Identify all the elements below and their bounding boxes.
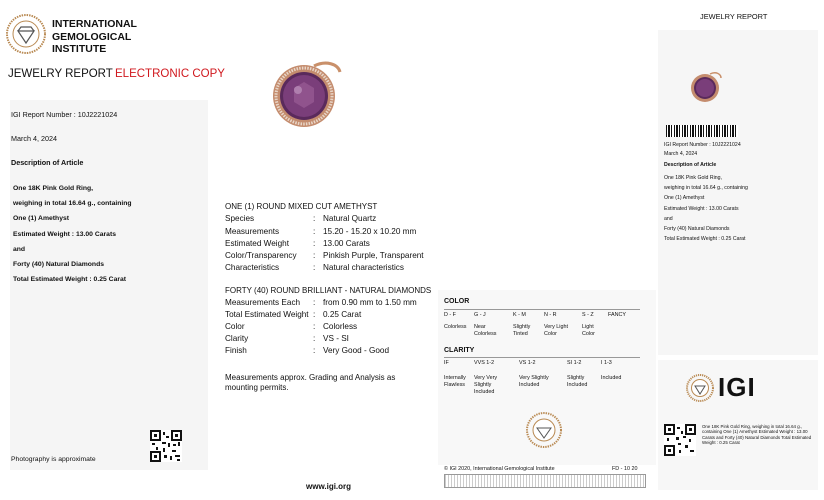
photography-note: Photography is approximate (11, 456, 96, 463)
spec-label: Species (225, 214, 255, 223)
spec-label: Measurements Each (225, 298, 301, 307)
right-description-heading: Description of Article (664, 162, 717, 168)
spec-row (225, 214, 376, 223)
copyright: © IGI 2020, International Gemological Institute (444, 466, 555, 472)
color-grade: D - F (444, 312, 456, 318)
spec-value: VS - SI (323, 334, 349, 343)
spec-value: Natural Quartz (323, 214, 377, 223)
clarity-grade: VVS 1-2 (474, 360, 495, 366)
spec-value: from 0.90 mm to 1.50 mm (323, 298, 417, 307)
spec-label: Clarity (225, 334, 249, 343)
spec-label: Total Estimated Weight (225, 310, 309, 319)
description-line: Forty (40) Natural Diamonds (13, 261, 105, 269)
color-desc: Colorless (444, 324, 467, 330)
clarity-scale-heading: CLARITY (444, 347, 475, 354)
spec-separator: : (313, 346, 316, 355)
spec-separator: : (313, 298, 316, 307)
stone1-heading: ONE (1) ROUND MIXED CUT AMETHYST (225, 202, 378, 211)
description-line: One (1) Amethyst (13, 215, 70, 223)
clarity-grade: I 1-3 (601, 360, 612, 366)
igi-seal-logo (6, 14, 46, 54)
color-grade: G - J (474, 312, 486, 318)
qr-code (150, 430, 182, 462)
right-description-line: Total Estimated Weight : 0.25 Carat (664, 236, 746, 243)
right-report-number: IGI Report Number : 10J2221024 (664, 142, 741, 148)
clarity-desc: Internally Flawless (444, 375, 466, 388)
color-grade: K - M (513, 312, 526, 318)
spec-separator: : (313, 263, 316, 272)
stone2-heading: FORTY (40) ROUND BRILLIANT - NATURAL DIAMONDS (225, 286, 432, 295)
description-body (13, 181, 132, 287)
spec-separator: : (313, 214, 316, 223)
spec-value: 13.00 Carats (323, 239, 370, 248)
electronic-copy-label: ELECTRONIC COPY (115, 68, 225, 80)
spec-label: Color/Transparency (225, 251, 297, 260)
description-line: Total Estimated Weight : 0.25 Carat (13, 276, 127, 284)
spec-separator: : (313, 334, 316, 343)
clarity-desc: Very Very Slightly Included (474, 375, 498, 395)
description-line: weighing in total 16.64 g., containing (13, 200, 132, 208)
qr-code-right (664, 424, 696, 456)
right-description-line: weighing in total 16.64 g., containing (664, 185, 748, 192)
spec-value: Pinkish Purple, Transparent (323, 251, 424, 260)
report-date: March 4, 2024 (11, 134, 57, 143)
org-name-line1: INTERNATIONAL (52, 18, 137, 30)
igi-logo-icon (686, 374, 714, 402)
measurements-note: Measurements approx. Grading and Analysis as mounting permits. (225, 373, 396, 392)
spec-row (225, 346, 389, 355)
description-heading: Description of Article (11, 158, 84, 167)
spec-row (225, 298, 417, 307)
spec-value: Natural characteristics (323, 263, 404, 272)
spec-row (225, 263, 404, 272)
spec-label: Estimated Weight (225, 239, 290, 248)
website-footer: www.igi.org (306, 482, 352, 491)
clarity-grade: VS 1-2 (519, 360, 536, 366)
right-description-line: One 18K Pink Gold Ring, (664, 175, 722, 181)
color-desc: Near Colorless (474, 324, 497, 337)
spec-label: Finish (225, 346, 247, 355)
description-line: and (13, 245, 26, 253)
right-description-line: Forty (40) Natural Diamonds (664, 226, 730, 233)
spec-separator: : (313, 251, 316, 260)
org-name-line3: INSTITUTE (52, 43, 107, 55)
report-number: IGI Report Number : 10J2221024 (11, 110, 118, 119)
spec-separator: : (313, 227, 316, 236)
org-name-line2: GEMOLOGICAL (52, 30, 132, 43)
right-description-line: One (1) Amethyst (664, 195, 705, 202)
spec-value: Colorless (323, 322, 358, 331)
right-description-line: Estimated Weight : 13.00 Carats (664, 205, 739, 212)
barcode (666, 125, 738, 137)
color-grade: S - Z (582, 312, 594, 318)
form-code: FD - 10 20 (612, 466, 638, 472)
color-scale-line (444, 309, 640, 310)
right-report-date: March 4, 2024 (664, 151, 698, 157)
spec-separator: : (313, 239, 316, 248)
right-summary: One 18K Pink Gold Ring, weighing in total 16.64 g., containing One (1) Amethyst Estimated Weight : 13.00 Carats and Forty (40) Natural Diamonds Total Estimated Weight : 0.25 Carat (702, 424, 812, 446)
spec-row (225, 322, 357, 331)
color-grade: N - R (544, 312, 557, 318)
igi-logo-text: IGI (718, 372, 756, 402)
color-desc: Very Light Color (544, 324, 568, 337)
ring-thumbnail (688, 70, 722, 104)
security-strip (444, 474, 646, 488)
spec-value: Very Good - Good (323, 346, 389, 355)
spec-label: Measurements (225, 227, 280, 236)
spec-value: 0.25 Carat (323, 310, 362, 319)
right-report-title: JEWELRY REPORT (700, 12, 768, 21)
spec-value: 15.20 - 15.20 x 10.20 mm (323, 227, 417, 236)
clarity-desc: Very Slightly Included (519, 375, 549, 388)
spec-row (225, 239, 370, 248)
spec-label: Color (225, 322, 245, 331)
spec-separator: : (313, 322, 316, 331)
color-desc: Slightly Tinted (513, 324, 531, 337)
report-title: JEWELRY REPORT (8, 68, 113, 80)
description-line: Estimated Weight : 13.00 Carats (13, 230, 116, 238)
color-grade: FANCY (608, 312, 626, 318)
description-line: One 18K Pink Gold Ring, (13, 185, 94, 192)
ring-photo (268, 58, 342, 130)
clarity-grade: SI 1-2 (567, 360, 582, 366)
right-description-body (664, 173, 748, 244)
spec-row (225, 334, 349, 343)
clarity-scale-line (444, 357, 640, 358)
spec-row (225, 251, 424, 260)
small-seal-icon (526, 412, 562, 448)
clarity-desc: Included (601, 375, 622, 381)
spec-row (225, 310, 361, 319)
clarity-grade: IF (444, 360, 449, 366)
clarity-desc: Slightly Included (567, 375, 588, 388)
spec-row (225, 227, 416, 236)
spec-separator: : (313, 310, 316, 319)
spec-label: Characteristics (225, 263, 280, 272)
color-scale-heading: COLOR (444, 298, 470, 305)
right-description-line: and (664, 215, 673, 222)
color-desc: Light Color (582, 324, 595, 337)
